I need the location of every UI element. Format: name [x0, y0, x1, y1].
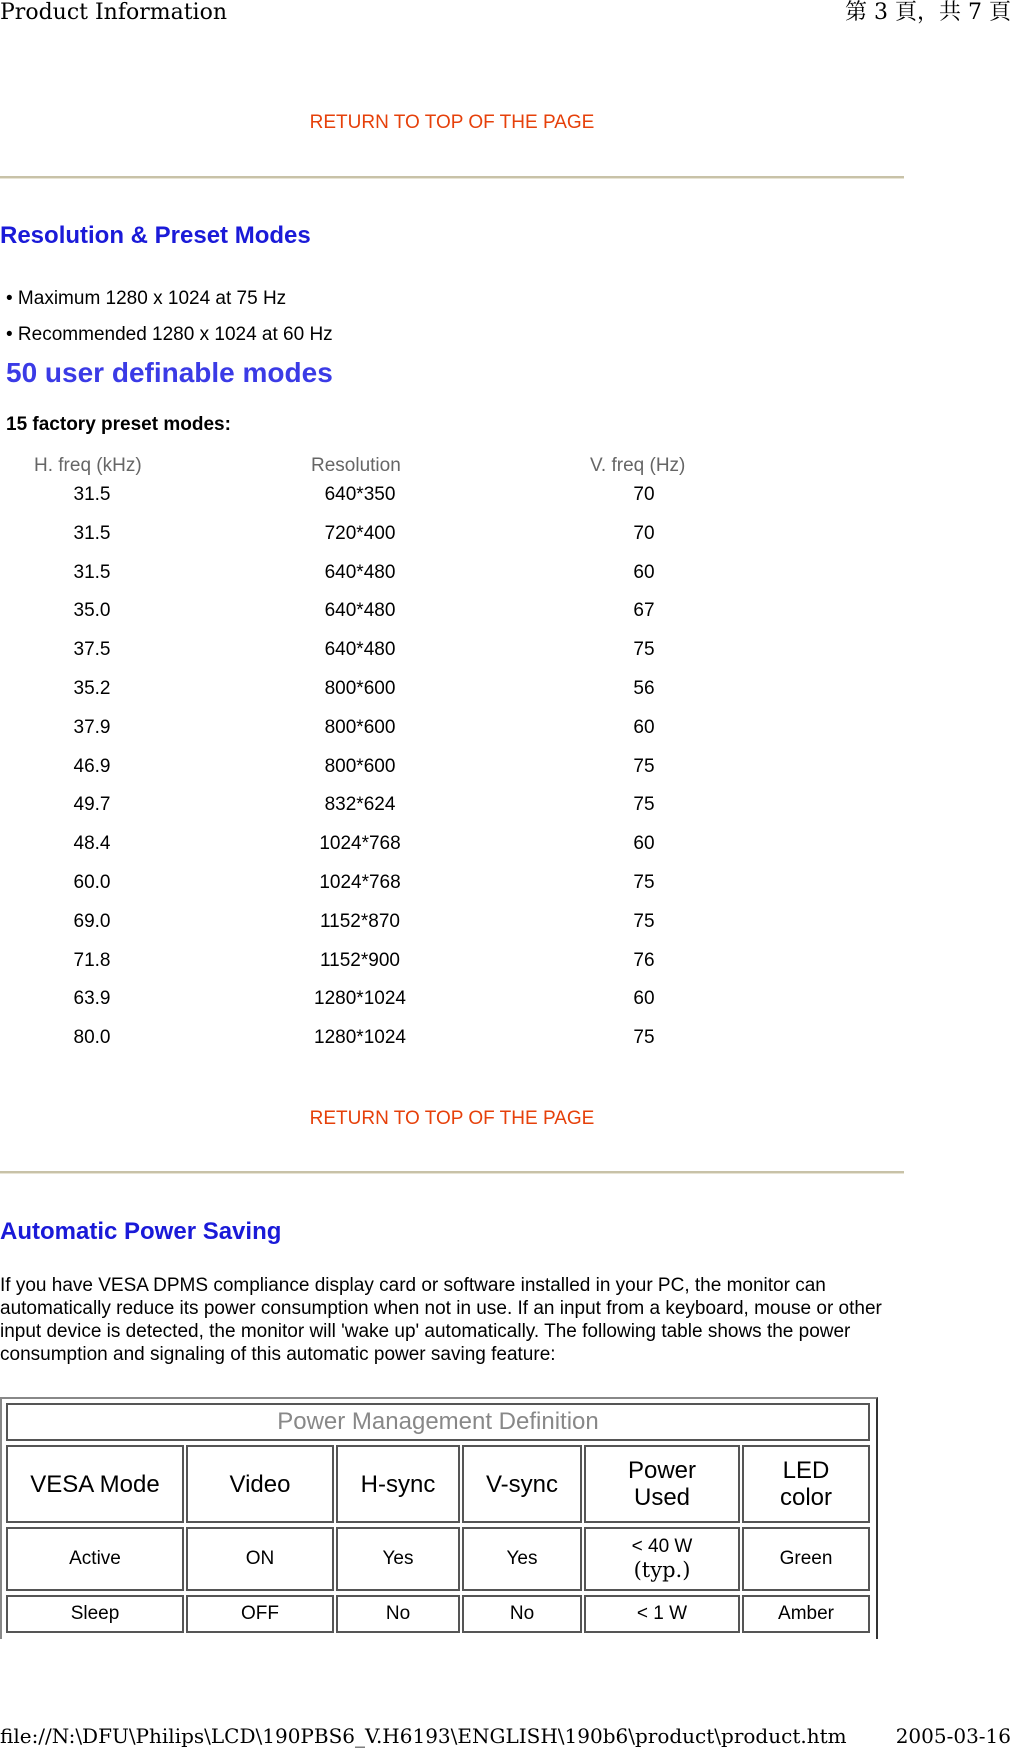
hfreq-cell: 37.9	[73, 716, 111, 738]
header-vesa-mode: VESA Mode	[6, 1445, 184, 1523]
vfreq-cell: 75	[633, 639, 655, 661]
table-row	[0, 717, 800, 756]
resolution-cell: 1280*1024	[314, 1027, 406, 1049]
recommended-resolution-bullet: • Recommended 1280 x 1024 at 60 Hz	[6, 324, 333, 345]
header-video: Video	[186, 1445, 334, 1523]
vfreq-cell: 67	[633, 600, 655, 622]
resolution-cell: 832*624	[324, 794, 396, 816]
table-row	[0, 639, 800, 678]
resolution-cell: 640*480	[324, 561, 396, 583]
col-header-vfreq: V. freq (Hz)	[590, 455, 686, 476]
table-row	[0, 950, 800, 989]
table-row	[0, 911, 800, 950]
hfreq-cell: 35.2	[73, 678, 111, 699]
hfreq-cell: 60.0	[73, 872, 111, 893]
active-hsync: Yes	[336, 1527, 460, 1591]
vfreq-cell: 75	[633, 794, 655, 816]
vfreq-cell: 56	[633, 678, 655, 699]
vfreq-cell: 60	[633, 561, 655, 583]
resolution-cell: 800*600	[324, 678, 396, 699]
power-table-title: Power Management Definition	[6, 1403, 870, 1441]
vfreq-cell: 75	[633, 872, 655, 893]
sleep-vsync: No	[462, 1595, 582, 1633]
vfreq-cell: 75	[633, 1027, 655, 1049]
page-header-page-count: 第 3 頁，共 7 頁	[845, 0, 1011, 25]
resolution-cell: 640*350	[324, 484, 396, 505]
col-header-hfreq: H. freq (kHz)	[34, 455, 142, 476]
sleep-mode: Sleep	[6, 1595, 184, 1633]
active-led-color: Green	[742, 1527, 870, 1591]
resolution-cell: 640*480	[324, 600, 396, 622]
hfreq-cell: 31.5	[73, 484, 111, 505]
section-divider	[0, 176, 904, 179]
return-to-top-link[interactable]: RETURN TO TOP OF THE PAGE	[309, 1108, 595, 1129]
active-vsync: Yes	[462, 1527, 582, 1591]
resolution-cell: 1024*768	[319, 872, 401, 893]
vfreq-cell: 76	[633, 949, 655, 971]
table-row	[0, 562, 800, 601]
active-power-value: < 40 W	[631, 1536, 693, 1557]
table-row	[0, 794, 800, 833]
sleep-power-used: < 1 W	[584, 1595, 740, 1633]
table-row	[0, 678, 800, 717]
resolution-cell: 1152*870	[320, 910, 400, 932]
table-row	[0, 988, 800, 1027]
sleep-video: OFF	[186, 1595, 334, 1633]
resolution-cell: 1152*900	[320, 949, 400, 971]
active-power-used	[584, 1527, 740, 1591]
resolution-cell: 720*400	[324, 522, 396, 544]
table-row	[0, 872, 800, 911]
vfreq-cell: 75	[633, 910, 655, 932]
hfreq-cell: 46.9	[73, 755, 111, 777]
header-hsync: H-sync	[336, 1445, 460, 1523]
resolution-cell: 800*600	[324, 755, 396, 777]
section-divider	[0, 1171, 904, 1174]
hfreq-cell: 35.0	[73, 600, 111, 622]
power-saving-section-title: Automatic Power Saving	[0, 1218, 282, 1245]
resolution-section-title: Resolution & Preset Modes	[0, 222, 311, 249]
vfreq-cell: 75	[633, 755, 655, 777]
col-header-resolution: Resolution	[311, 455, 401, 476]
vfreq-cell: 60	[633, 988, 655, 1010]
vfreq-cell: 70	[633, 522, 655, 544]
hfreq-cell: 31.5	[73, 522, 111, 544]
hfreq-cell: 63.9	[73, 988, 111, 1010]
vfreq-cell: 60	[633, 833, 655, 855]
factory-modes-label: 15 factory preset modes:	[6, 414, 231, 435]
user-modes-heading: 50 user definable modes	[6, 357, 333, 388]
sleep-hsync: No	[336, 1595, 460, 1633]
header-vsync: V-sync	[462, 1445, 582, 1523]
resolution-cell: 640*480	[324, 639, 396, 661]
hfreq-cell: 48.4	[73, 833, 111, 855]
power-saving-description: If you have VESA DPMS compliance display card or software installed in your PC, the monitor can automatically reduce its power consumption when not in use. If an input from a keyboard, mouse or other input device is detected, the monitor will 'wake up' automatically. The following table shows the power consumption and signaling of this automatic power saving feature:	[0, 1275, 882, 1365]
power-management-table	[0, 1397, 878, 1639]
sleep-led-color: Amber	[742, 1595, 870, 1633]
table-row	[0, 756, 800, 795]
page-footer-path: file://N:\DFU\Philips\LCD\190PBS6_V.H6193\ENGLISH\190b6\product\product.htm	[0, 1724, 847, 1748]
resolution-cell: 800*600	[324, 716, 396, 738]
table-row	[0, 484, 800, 523]
active-power-note: (typ.)	[633, 1558, 691, 1582]
table-row	[0, 523, 800, 562]
page-footer-date: 2005-03-16	[895, 1724, 1011, 1748]
hfreq-cell: 31.5	[73, 561, 111, 583]
active-video: ON	[186, 1527, 334, 1591]
vfreq-cell: 70	[633, 484, 655, 505]
vfreq-cell: 60	[633, 716, 655, 738]
hfreq-cell: 71.8	[73, 949, 111, 971]
resolution-cell: 1024*768	[319, 833, 401, 855]
max-resolution-bullet: • Maximum 1280 x 1024 at 75 Hz	[6, 288, 287, 309]
table-row	[0, 1027, 800, 1066]
return-to-top-link[interactable]: RETURN TO TOP OF THE PAGE	[309, 112, 595, 133]
table-row	[0, 833, 800, 872]
hfreq-cell: 69.0	[73, 910, 111, 932]
hfreq-cell: 37.5	[73, 639, 111, 661]
header-led-color: LED color	[742, 1445, 870, 1523]
table-row	[0, 600, 800, 639]
page-header-title: Product Information	[0, 0, 228, 25]
active-mode: Active	[6, 1527, 184, 1591]
hfreq-cell: 49.7	[73, 794, 111, 816]
resolution-cell: 1280*1024	[314, 988, 406, 1010]
hfreq-cell: 80.0	[73, 1027, 111, 1049]
header-power-used: Power Used	[584, 1445, 740, 1523]
